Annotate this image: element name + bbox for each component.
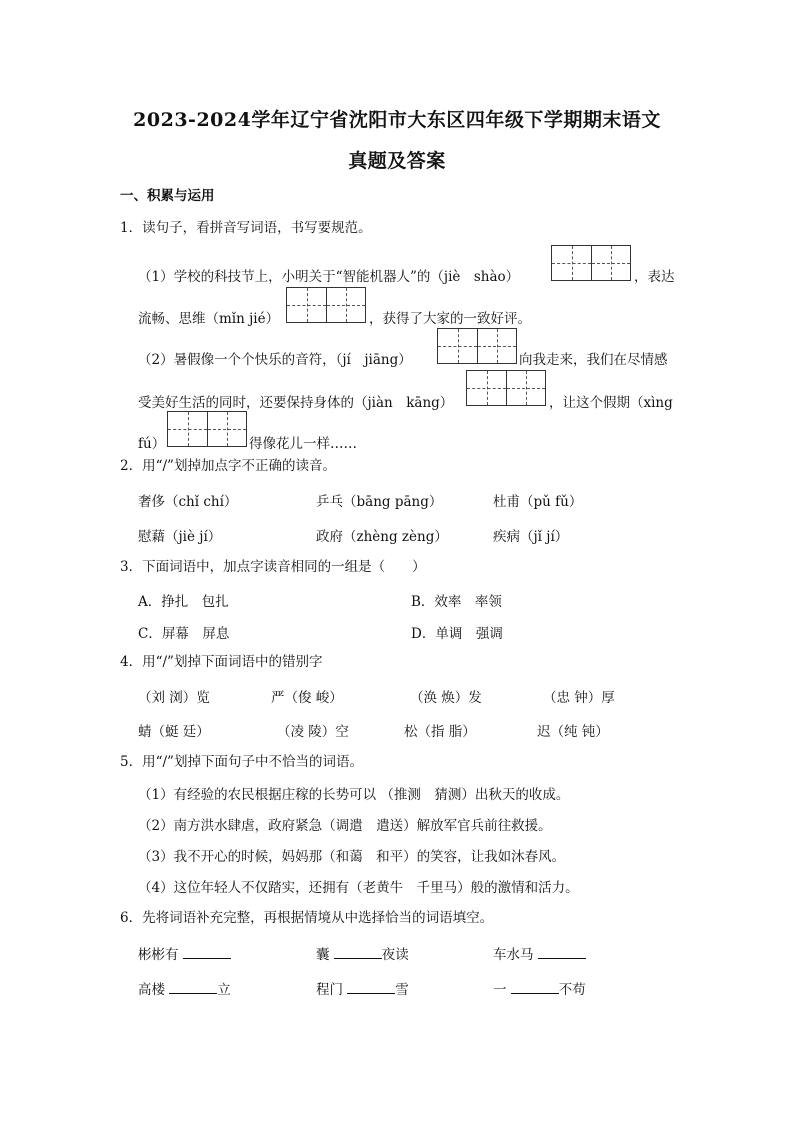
writing-grid-jieshao — [551, 245, 631, 281]
q1-p2e: fú） — [138, 436, 166, 452]
q6-idiom — [316, 978, 409, 998]
q6-stem: 6．先将词语补充完整，再根据情境从中选择恰当的词语填空。 — [120, 910, 494, 926]
idiom-text: 囊 — [316, 947, 330, 963]
q1-p1b: ，表达 — [634, 269, 675, 285]
q3-option-b: B．效率 率领 — [411, 594, 502, 610]
q4-item: 松（指 脂） — [404, 724, 476, 740]
q4-stem: 4．用“/”划掉下面词语中的错别字 — [120, 654, 323, 670]
q2-stem: 2．用“/”划掉加点字不正确的读音。 — [120, 458, 336, 474]
q5-sentence-4: （4）这位年轻人不仅踏实，还拥有（老黄牛 千里马）般的激情和活力。 — [138, 880, 579, 896]
writing-grid-minjie — [286, 287, 366, 323]
idiom-text: 车水马 — [493, 947, 534, 963]
q3-stem: 3．下面词语中，加点字读音相同的一组是（ ） — [120, 559, 426, 575]
idiom-text: 彬彬有 — [138, 947, 179, 963]
q1-p2c: 受美好生活的同时，还要保持身体的（jiàn kāng） — [138, 395, 454, 411]
fill-blank[interactable] — [183, 944, 231, 959]
idiom-text: 高楼 — [138, 982, 165, 998]
q1-p1d: ，获得了大家的一致好评。 — [369, 311, 531, 327]
writing-grid-jiankang — [466, 370, 546, 406]
idiom-text: 夜读 — [381, 947, 409, 963]
section-heading: 一、积累与运用 — [120, 188, 215, 204]
doc-title-line1: 2023-2024学年辽宁省沈阳市大东区四年级下学期期末语文 — [133, 109, 661, 131]
idiom-text: 不苟 — [558, 982, 586, 998]
q4-item: 迟（纯 钝） — [537, 724, 609, 740]
q4-item: （涣 焕）发 — [410, 690, 482, 706]
q6-idiom — [138, 943, 231, 963]
q1-p2b: 向我走来，我们在尽情感 — [519, 352, 668, 368]
fill-blank[interactable] — [347, 979, 395, 994]
idiom-text: 一 — [493, 982, 507, 998]
writing-grid-xingfu — [167, 411, 247, 447]
doc-title-line2: 真题及答案 — [348, 150, 446, 172]
q5-sentence-2: （2）南方洪水肆虐，政府紧急（调遣 遣送）解放军官兵前往救援。 — [138, 818, 552, 834]
idiom-text: 立 — [217, 982, 231, 998]
q1-p1a: （1）学校的科技节上，小明关于“智能机器人”的（jiè shào） — [138, 269, 520, 285]
q3-option-d: D．单调 强调 — [411, 626, 503, 642]
fill-blank[interactable] — [511, 979, 559, 994]
q5-sentence-3: （3）我不开心的时候，妈妈那（和蔼 和平）的笑容，让我如沐春风。 — [138, 849, 566, 865]
q2-item: 疾病（jǐ jí） — [493, 529, 569, 545]
q6-idiom — [493, 943, 586, 963]
q2-item: 慰藉（jiè jí） — [138, 529, 222, 545]
writing-grid-jijiang — [437, 328, 517, 364]
q4-item: （凌 陵）空 — [277, 724, 349, 740]
q5-sentence-1: （1）有经验的农民根据庄稼的长势可以 （推测 猜测）出秋天的收成。 — [138, 787, 570, 803]
q3-option-c: C．屏幕 屏息 — [138, 626, 230, 642]
q3-option-a: A．挣扎 包扎 — [138, 594, 229, 610]
fill-blank[interactable] — [169, 979, 217, 994]
q1-p2a: （2）暑假像一个个快乐的音符，（jí jiāng） — [138, 352, 412, 368]
q4-item: （忠 钟）厚 — [543, 690, 615, 706]
q6-idiom — [316, 943, 409, 963]
q4-item: 严（俊 峻） — [271, 690, 343, 706]
q2-item: 乒乓（bāng pāng） — [316, 494, 443, 510]
fill-blank[interactable] — [538, 944, 586, 959]
q6-idiom — [493, 978, 586, 998]
q5-stem: 5．用“/”划掉下面句子中不恰当的词语。 — [120, 754, 363, 770]
q1-p2f: 得像花儿一样…… — [249, 436, 357, 452]
idiom-text: 程门 — [316, 982, 343, 998]
idiom-text: 雪 — [395, 982, 409, 998]
q1-stem: 1．读句子，看拼音写词语，书写要规范。 — [120, 220, 372, 236]
q6-idiom — [138, 978, 231, 998]
q2-item: 奢侈（chǐ chí） — [138, 494, 238, 510]
q4-item: （刘 浏）览 — [138, 690, 210, 706]
q2-item: 杜甫（pǔ fǔ） — [493, 494, 583, 510]
q4-item: 蜻（蜓 廷） — [138, 724, 210, 740]
fill-blank[interactable] — [334, 944, 382, 959]
q1-p2d: ，让这个假期（xìng — [549, 395, 673, 411]
q2-item: 政府（zhèng zèng） — [316, 529, 448, 545]
q1-p1c: 流畅、思维（mǐn jié） — [138, 311, 280, 327]
